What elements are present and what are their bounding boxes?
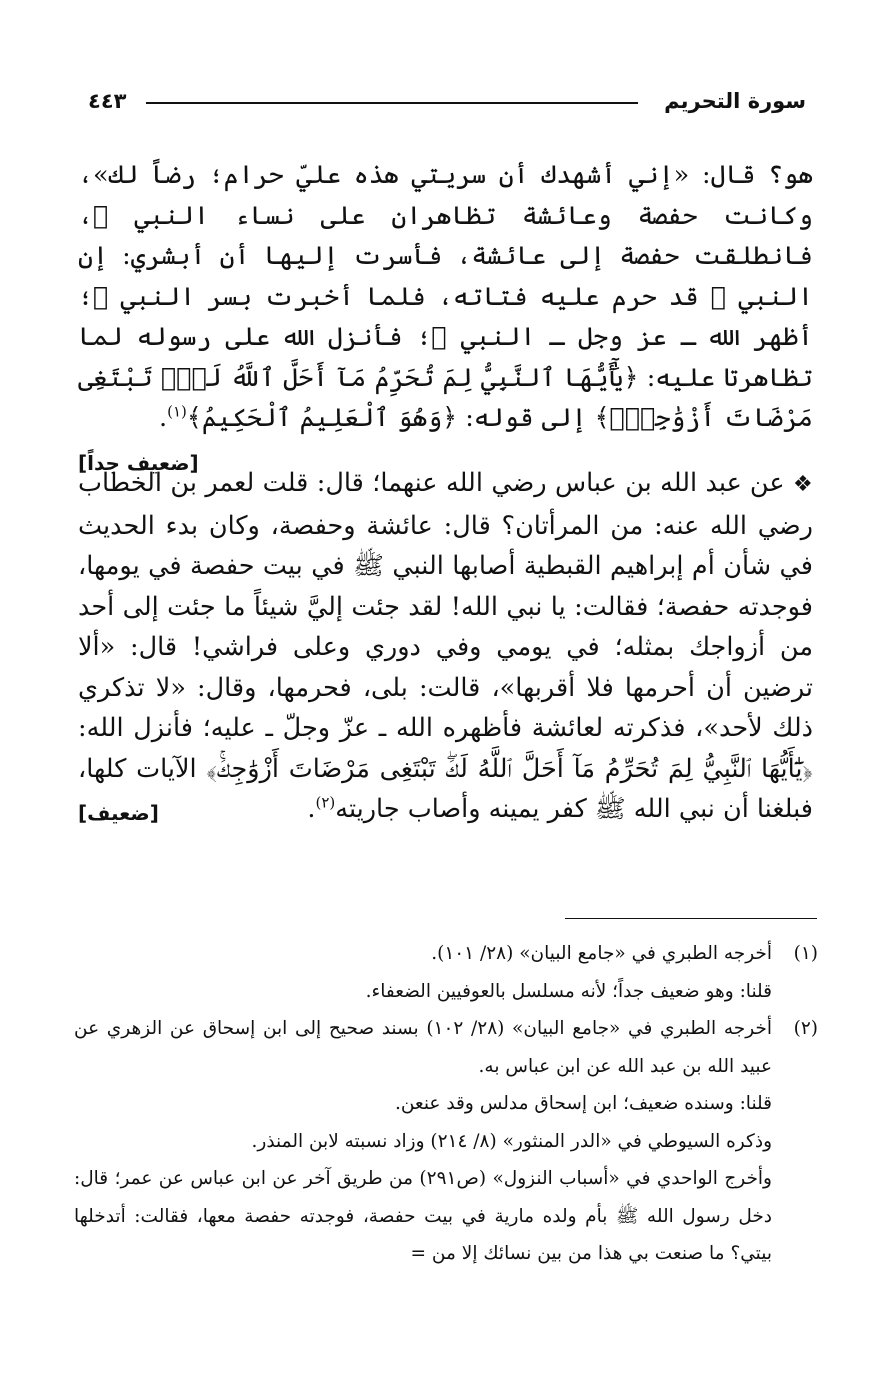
footnote-ref[interactable]: (١) xyxy=(167,402,187,421)
page-number: ٤٤٣ xyxy=(88,89,127,113)
footnote-ref[interactable]: (٢) xyxy=(315,793,336,812)
footnote-text: وأخرج الواحدي في «أسباب النزول» (ص٢٩١) من طريق آخر عن ابن عباس عن عمر؛ قال: دخل رسول الله ﷺ بأم ولده مارية في بيت حفصة، فوجدته حفصة معها، فقالت: أتدخلها بيتي؟ ما صنعت بي هذا من بين نسائك إلا من xyxy=(74,1168,772,1264)
footnotes xyxy=(74,935,818,1273)
footnote-number: (٢) xyxy=(793,1018,818,1039)
footnote-line: أخرجه الطبري في «جامع البيان» (٢٨/ ١٠١). xyxy=(431,943,772,964)
footnote-1 xyxy=(74,935,818,1010)
footnote-line: قلنا: وهو ضعيف جداً؛ لأنه مسلسل بالعوفيين الضعفاء. xyxy=(365,980,772,1002)
sentence-end: . xyxy=(159,403,168,433)
footnote-2 xyxy=(74,1010,818,1273)
hadith-marker-icon: ❖ xyxy=(792,472,813,497)
footnote-number: (١) xyxy=(793,943,818,964)
running-header xyxy=(88,80,806,124)
footnote-line: قلنا: وسنده ضعيف؛ ابن إسحاق مدلس وقد عنعن. xyxy=(394,1093,772,1114)
footnote-separator xyxy=(565,918,817,919)
continuation-mark: = xyxy=(410,1243,426,1264)
footnote-line: أخرجه الطبري في «جامع البيان» (٢٨/ ١٠٢) بسند صحيح إلى ابن إسحاق عن الزهري عن عبيد الله بن عبد الله عن ابن عباس به. xyxy=(74,1018,772,1077)
header-rule xyxy=(146,102,638,104)
hadith-block-1 xyxy=(78,155,813,483)
sentence-end: . xyxy=(307,794,316,824)
hadith-text: هو؟ قال: «إني أشهدك أن سريتي هذه عليّ حرام؛ رضاً لك»، وكانت حفصة وعائشة تظاهران على نساء النبي ﷺ، فانطلقت حفصة إلى عائشة، فأسرت إليها أن أبشري: إن النبي ﷺ قد حرم عليه فتاته، فلما أخبرت بسر النبي ﷺ؛ أظهر الله ـ عز وجل ـ النبي ﷺ؛ فأنزل الله على رسوله لما تظاهرتا عليه: ﴿يَٰٓأَيُّهَا ٱلنَّبِيُّ لِمَ تُحَرِّمُ مَآ أَحَلَّ ٱللَّهُ لَكَۖ تَبْتَغِى مَرْضَاتَ أَزْوَٰجِكَۚ﴾ إلى قوله: ﴿وَهُوَ ٱلْعَلِيمُ ٱلْحَكِيمُ﴾ xyxy=(78,160,813,433)
footnote-line: وذكره السيوطي في «الدر المنثور» (٨/ ٢١٤) وزاد نسبته لابن المنذر. xyxy=(251,1130,772,1152)
hadith-text: عن عبد الله بن عباس رضي الله عنهما؛ قال: قلت لعمر بن الخطاب رضي الله عنه: من المرأتان؟ قال: عائشة وحفصة، وكان بدء الحديث في شأن أم إبراهيم القبطية أصابها النبي ﷺ في بيت حفصة في يومها، فوجدته حفصة؛ فقالت: يا نبي الله! لقد جئت إليَّ شيئاً ما جئت إلى أحد من أزواجك بمثله؛ في يومي وفي دوري وعلى فراشي! قال: «ألا ترضين أن أحرمها فلا أقربها»، قالت: بلى، فحرمها، وقال: «لا تذكري ذلك لأحد»، فذكرته لعائشة فأظهره الله ـ عزّ وجلّ ـ عليه؛ فأنزل الله: ﴿يَٰٓأَيُّهَا ٱلنَّبِيُّ لِمَ تُحَرِّمُ مَآ أَحَلَّ ٱللَّهُ لَكَۖ تَبْتَغِى مَرْضَاتَ أَزْوَٰجِكَۚ﴾ الآيات كلها، فبلغنا أن نبي الله ﷺ كفر يمينه وأصاب جاريته xyxy=(78,468,813,824)
hadith-block-2 xyxy=(78,463,813,834)
hadith-grade: [ضعيف جداً] xyxy=(78,450,199,475)
footnote-line xyxy=(74,1160,772,1273)
hadith-grade: [ضعيف] xyxy=(78,801,159,825)
surah-title: سورة التحريم xyxy=(664,89,806,113)
